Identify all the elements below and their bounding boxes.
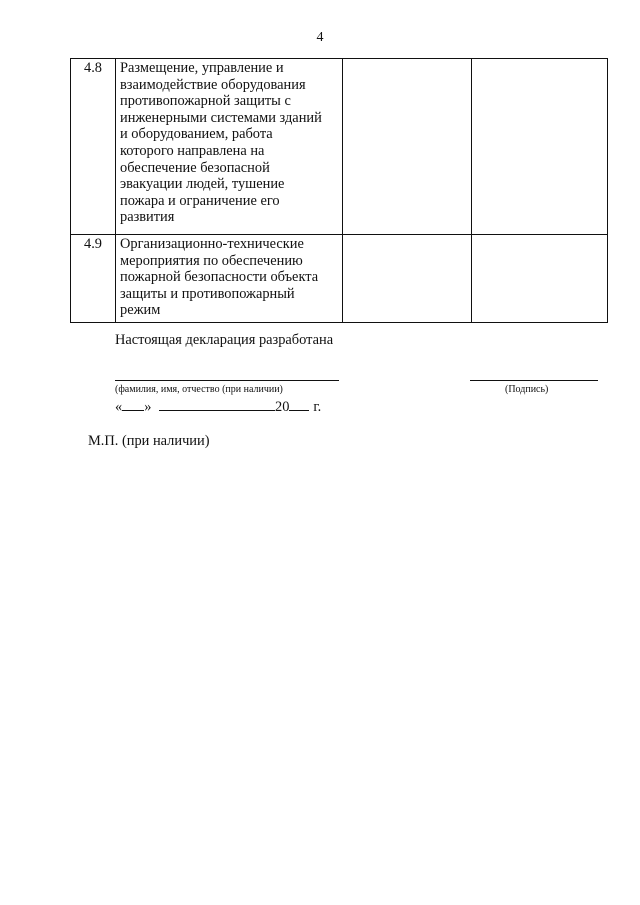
- month-blank: [159, 396, 275, 411]
- description-line: пожарной безопасности объекта: [120, 269, 319, 286]
- day-blank: [122, 396, 144, 411]
- description-line: и оборудованием, работа: [120, 126, 273, 143]
- row-description: [116, 235, 343, 323]
- description-line: эвакуации людей, тушение: [120, 176, 285, 193]
- description-line: противопожарной защиты с: [120, 93, 291, 110]
- year-suffix: г.: [313, 399, 322, 415]
- description-line: развития: [120, 209, 175, 226]
- row-description: [116, 59, 343, 235]
- row-number: 4.9: [71, 235, 116, 323]
- declaration-table: [70, 58, 608, 323]
- date-line: [115, 396, 321, 416]
- description-line: обеспечение безопасной: [120, 159, 270, 176]
- description-line: Размещение, управление и: [120, 60, 284, 76]
- table-row: [71, 235, 608, 323]
- description-line: взаимодействие оборудования: [120, 76, 306, 93]
- date-open-quote: «: [115, 399, 123, 415]
- signature-line: [470, 380, 598, 381]
- page-number: 4: [316, 30, 324, 45]
- description-line: мероприятия по обеспечению: [120, 252, 303, 269]
- row-number: 4.8: [71, 59, 116, 235]
- description-line: пожара и ограничение его: [120, 192, 280, 209]
- description-line: защиты и противопожарный: [120, 285, 295, 302]
- empty-cell: [343, 235, 472, 323]
- description-line: Организационно-технические: [120, 236, 304, 252]
- description-line: которого направлена на: [120, 142, 265, 159]
- empty-cell: [472, 235, 608, 323]
- signature-caption: (Подпись): [505, 384, 549, 395]
- table-row: [71, 59, 608, 235]
- stamp-place: М.П. (при наличии): [88, 433, 210, 449]
- description-line: инженерными системами зданий: [120, 109, 322, 126]
- declaration-developed-text: Настоящая декларация разработана: [115, 332, 334, 348]
- name-signature-line: [115, 380, 339, 381]
- empty-cell: [343, 59, 472, 235]
- year-prefix: 20: [275, 399, 290, 415]
- year-blank: [289, 396, 309, 411]
- date-close-quote: »: [144, 399, 152, 415]
- description-line: режим: [120, 302, 161, 319]
- empty-cell: [472, 59, 608, 235]
- name-caption: (фамилия, имя, отчество (при наличии): [115, 384, 283, 395]
